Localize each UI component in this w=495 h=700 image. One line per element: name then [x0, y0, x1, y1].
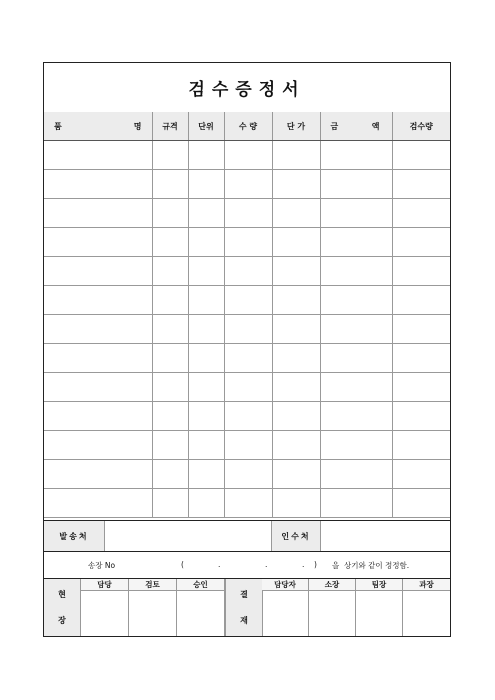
table-cell[interactable] — [320, 257, 392, 286]
table-cell[interactable] — [188, 344, 224, 373]
approval-section — [44, 579, 450, 636]
table-cell[interactable] — [392, 402, 450, 431]
col-item-right: 명 — [133, 121, 142, 131]
sender-label: 발송처 — [44, 521, 105, 551]
table-cell[interactable] — [188, 315, 224, 344]
col-amount — [320, 112, 392, 141]
date-dot-1: . — [218, 560, 221, 569]
col-amount-right: 액 — [371, 121, 380, 131]
table-cell[interactable] — [188, 286, 224, 315]
table-cell[interactable] — [188, 141, 224, 170]
table-cell[interactable] — [44, 431, 152, 460]
table-cell[interactable] — [272, 402, 320, 431]
sign-header-0: 담당자 — [262, 579, 309, 591]
table-cell[interactable] — [320, 344, 392, 373]
table-cell[interactable] — [188, 228, 224, 257]
sign-side-top: 결 — [240, 590, 248, 599]
table-cell[interactable] — [44, 344, 152, 373]
table-cell[interactable] — [272, 315, 320, 344]
site-side-label — [44, 579, 81, 636]
receiver-label: 인수처 — [272, 521, 321, 551]
table-cell[interactable] — [152, 402, 188, 431]
table-row — [44, 489, 450, 518]
table-cell[interactable] — [224, 344, 272, 373]
col-unit: 단위 — [188, 112, 224, 141]
close-paren: ) — [314, 560, 317, 569]
table-cell[interactable] — [152, 170, 188, 199]
sign-box[interactable] — [403, 591, 450, 636]
table-cell[interactable] — [188, 460, 224, 489]
table-cell[interactable] — [320, 228, 392, 257]
site-header-1: 검토 — [129, 579, 177, 591]
date-dot-3: . — [302, 560, 305, 569]
table-cell[interactable] — [392, 489, 450, 518]
table-cell[interactable] — [152, 489, 188, 518]
site-side-bottom: 장 — [58, 616, 66, 625]
table-cell[interactable] — [188, 170, 224, 199]
site-sign-box[interactable] — [177, 591, 225, 636]
correction-notice — [44, 551, 450, 579]
table-cell[interactable] — [224, 373, 272, 402]
col-item-left: 품 — [54, 121, 62, 131]
table-cell[interactable] — [152, 228, 188, 257]
open-paren: ( — [181, 560, 184, 569]
col-price: 단 가 — [272, 112, 320, 141]
table-cell[interactable] — [392, 199, 450, 228]
table-cell[interactable] — [44, 402, 152, 431]
table-cell[interactable] — [224, 402, 272, 431]
table-row — [44, 373, 450, 402]
sign-side-bottom: 재 — [240, 616, 248, 625]
site-sign-box[interactable] — [81, 591, 129, 636]
col-qty: 수 량 — [224, 112, 272, 141]
sign-header-2: 팀장 — [356, 579, 403, 591]
col-spec: 규격 — [152, 112, 188, 141]
table-cell[interactable] — [188, 199, 224, 228]
table-cell[interactable] — [44, 141, 152, 170]
sign-box[interactable] — [262, 591, 309, 636]
table-cell[interactable] — [44, 489, 152, 518]
table-cell[interactable] — [272, 460, 320, 489]
table-cell[interactable] — [44, 257, 152, 286]
table-cell[interactable] — [272, 286, 320, 315]
table-cell[interactable] — [152, 141, 188, 170]
sign-box[interactable] — [309, 591, 356, 636]
sign-header-3: 과장 — [403, 579, 450, 591]
table-cell[interactable] — [320, 170, 392, 199]
table-cell[interactable] — [152, 257, 188, 286]
table-cell[interactable] — [272, 170, 320, 199]
table-cell[interactable] — [188, 257, 224, 286]
table-cell[interactable] — [272, 141, 320, 170]
shipper-row — [44, 520, 450, 552]
table-cell[interactable] — [224, 431, 272, 460]
table-cell[interactable] — [392, 373, 450, 402]
table-cell[interactable] — [320, 199, 392, 228]
table-cell[interactable] — [152, 199, 188, 228]
table-cell[interactable] — [320, 460, 392, 489]
table-cell[interactable] — [224, 257, 272, 286]
table-cell[interactable] — [188, 373, 224, 402]
table-cell[interactable] — [224, 315, 272, 344]
table-cell[interactable] — [392, 228, 450, 257]
table-cell[interactable] — [188, 489, 224, 518]
table-cell[interactable] — [188, 431, 224, 460]
table-cell[interactable] — [224, 199, 272, 228]
sign-approval-grid — [262, 579, 450, 636]
table-row — [44, 257, 450, 286]
site-approval-grid — [81, 579, 225, 636]
table-cell[interactable] — [44, 373, 152, 402]
table-cell[interactable] — [392, 460, 450, 489]
col-item-name — [44, 112, 152, 141]
table-row — [44, 315, 450, 344]
notice-statement: 을 상기와 같이 정정함. — [332, 561, 410, 570]
table-cell[interactable] — [320, 489, 392, 518]
table-cell[interactable] — [44, 315, 152, 344]
table-cell[interactable] — [272, 431, 320, 460]
site-sign-box[interactable] — [129, 591, 177, 636]
table-cell[interactable] — [392, 170, 450, 199]
table-cell[interactable] — [392, 286, 450, 315]
site-side-top: 현 — [58, 590, 66, 599]
table-cell[interactable] — [392, 431, 450, 460]
table-cell[interactable] — [272, 344, 320, 373]
sign-side-label — [225, 579, 263, 636]
site-header-0: 담당 — [81, 579, 129, 591]
table-cell[interactable] — [392, 141, 450, 170]
invoice-label: 송장 No — [88, 561, 116, 570]
table-cell[interactable] — [44, 170, 152, 199]
table-cell[interactable] — [44, 228, 152, 257]
table-row — [44, 141, 450, 170]
table-row — [44, 402, 450, 431]
table-cell[interactable] — [152, 460, 188, 489]
table-cell[interactable] — [44, 460, 152, 489]
sign-box[interactable] — [356, 591, 403, 636]
table-cell[interactable] — [224, 170, 272, 199]
table-row — [44, 460, 450, 489]
col-amount-left: 금 — [330, 121, 339, 131]
table-cell[interactable] — [392, 315, 450, 344]
site-header-2: 승인 — [177, 579, 225, 591]
col-inspected: 검수량 — [392, 112, 450, 141]
table-cell[interactable] — [44, 286, 152, 315]
table-cell[interactable] — [320, 286, 392, 315]
table-cell[interactable] — [224, 460, 272, 489]
sender-field[interactable] — [105, 521, 272, 551]
table-cell[interactable] — [152, 431, 188, 460]
table-cell[interactable] — [224, 489, 272, 518]
table-row — [44, 286, 450, 315]
receiver-field[interactable] — [321, 521, 450, 551]
table-cell[interactable] — [152, 373, 188, 402]
table-cell[interactable] — [272, 373, 320, 402]
table-cell[interactable] — [392, 257, 450, 286]
table-cell[interactable] — [392, 344, 450, 373]
items-table — [44, 112, 450, 518]
table-row — [44, 170, 450, 199]
table-row — [44, 228, 450, 257]
table-cell[interactable] — [320, 141, 392, 170]
date-dot-2: . — [265, 560, 268, 569]
form-title: 검수증정서 — [188, 80, 306, 100]
table-cell[interactable] — [320, 373, 392, 402]
table-cell[interactable] — [44, 199, 152, 228]
table-cell[interactable] — [224, 286, 272, 315]
table-cell[interactable] — [152, 286, 188, 315]
table-cell[interactable] — [224, 228, 272, 257]
table-cell[interactable] — [272, 199, 320, 228]
table-cell[interactable] — [272, 228, 320, 257]
sign-header-1: 소장 — [309, 579, 356, 591]
table-cell[interactable] — [188, 402, 224, 431]
table-cell[interactable] — [320, 315, 392, 344]
title-area — [44, 63, 450, 113]
table-cell[interactable] — [320, 431, 392, 460]
table-cell[interactable] — [320, 402, 392, 431]
table-header-row — [44, 112, 450, 141]
table-row — [44, 431, 450, 460]
inspection-form — [43, 62, 451, 637]
table-row — [44, 344, 450, 373]
table-cell[interactable] — [224, 141, 272, 170]
table-cell[interactable] — [272, 489, 320, 518]
table-cell[interactable] — [152, 344, 188, 373]
table-cell[interactable] — [152, 315, 188, 344]
table-cell[interactable] — [272, 257, 320, 286]
table-row — [44, 199, 450, 228]
